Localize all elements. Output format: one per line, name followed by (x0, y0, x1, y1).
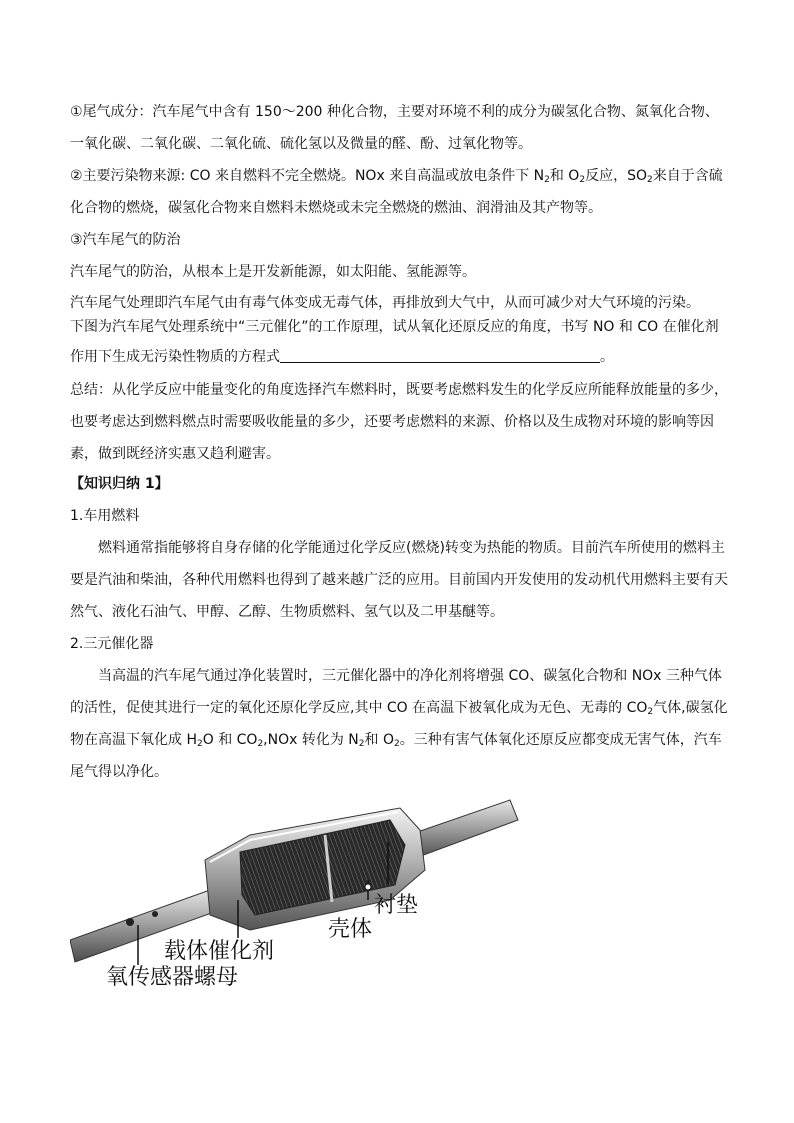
prevention-heading: ③汽车尾气的防治 (70, 232, 181, 248)
treatment-paragraph: 汽车尾气处理即汽车尾气由有毒气体变成无毒气体，再排放到大气中，从而可减少对大气环境的污染。 (70, 295, 700, 311)
vehicle-fuel-paragraph: 燃料通常指能够将自身存储的化学能通过化学反应(燃烧)转变为热能的物质。目前汽车所使用的燃料主要是汽油和柴油，各种代用燃料也得到了越来越广泛的应用。目前国内开发使用的发动机代用燃料主要有天然气、液化石油气、甲醇、乙醇、生物质燃料、氢气以及二甲基醚等。 (70, 540, 728, 620)
prevention-paragraph: 汽车尾气的防治，从根本上是开发新能源，如太阳能、氢能源等。 (70, 264, 476, 280)
liner-label: 衬垫 (374, 893, 419, 918)
exhaust-composition-paragraph: ①尾气成分：汽车尾气中含有 150～200 种化合物，主要对环境不利的成分为碳氢化合物、氮氧化合物、一氧化碳、二氧化碳、二氧化硫、硫化氢以及微量的醛、酚、过氧化物等。 (70, 104, 719, 152)
catalyst-label: 载体催化剂 (164, 939, 275, 964)
catalytic-converter-paragraph: 当高温的汽车尾气通过净化装置时，三元催化器中的净化剂将增强 CO、碳氢化合物和 NOx 三种气体的活性，促使其进行一定的氧化还原化学反应,其中 CO 在高温下被氧化成为无色、无毒的 $CO_2$气体,碳氢化物在高温下氧化成 $H_2O$ 和 $CO_2,NOx$ 转化为 $N_2$和 $O_2$。三种有害气体氧化还原反应都变成无害气体，汽车尾气得以净化。 (70, 668, 728, 780)
catalytic-converter-heading: 2.三元催化器 (70, 636, 154, 652)
pollutant-source-paragraph: ②主要污染物来源: CO 来自燃料不完全燃烧。NOx 来自高温或放电条件下 $N_2$和 $O_2$反应，$SO_2$来自于含硫化合物的燃烧，碳氢化合物来自燃料未燃烧或未完全燃烧的燃油、润滑油及其产物等。 (70, 168, 723, 216)
shell-label: 壳体 (328, 917, 373, 942)
vehicle-fuel-heading: 1.车用燃料 (70, 508, 140, 524)
question-paragraph: 下图为汽车尾气处理系统中“三元催化”的工作原理，试从氧化还原反应的角度，书写 NO 和 CO 在催化剂作用下生成无污染性物质的方程式 。 (70, 319, 719, 365)
knowledge-summary-heading: 【知识归纳 1】 (70, 476, 169, 492)
oxygen-sensor-nut-label: 氧传感器螺母 (106, 965, 239, 990)
summary-paragraph: 总结：从化学反应中能量变化的角度选择汽车燃料时，既要考虑燃料发生的化学反应所能释放能量的多少，也要考虑达到燃料燃点时需要吸收能量的多少，还要考虑燃料的来源、价格以及生成物对环境的影响等因素，做到既经济实惠又趋利避害。 (70, 382, 728, 462)
answer-blank[interactable] (280, 346, 600, 363)
catalytic-converter-figure (70, 790, 520, 990)
